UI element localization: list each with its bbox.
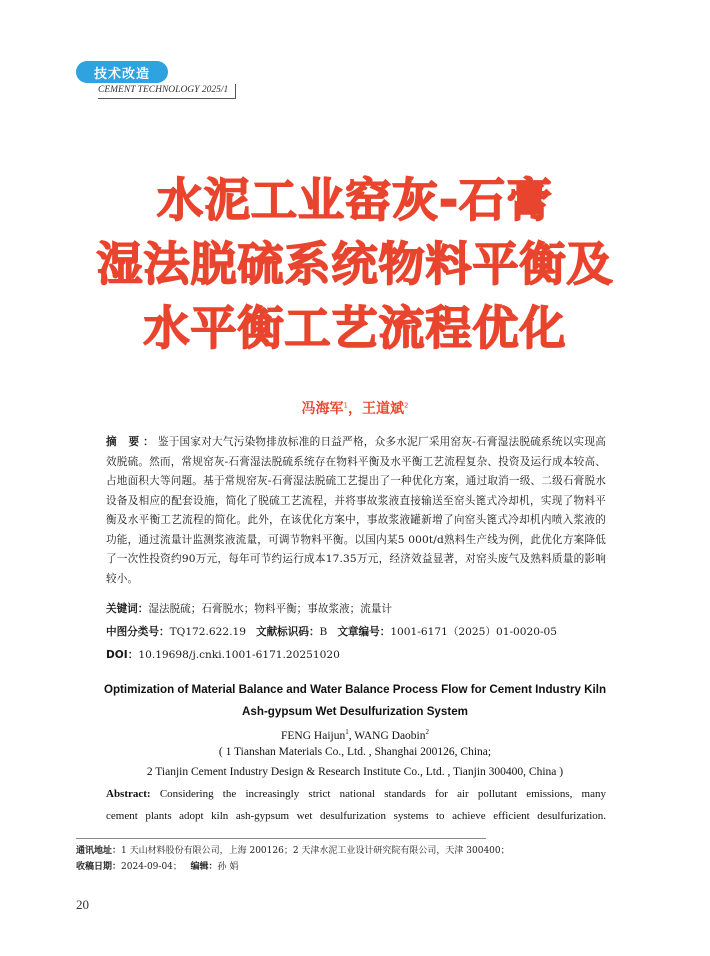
english-author-separator: , bbox=[348, 729, 355, 742]
clc-label: 中图分类号： bbox=[106, 626, 170, 638]
english-title-line-2: Ash-gypsum Wet Desulfurization System bbox=[242, 705, 468, 718]
english-abstract-line-2: cement plants adopt kiln ash-gypsum wet desulfurization systems to achieve efficient desulfurization. bbox=[106, 810, 606, 822]
classification-line bbox=[106, 623, 626, 642]
editor-label: 编辑： bbox=[190, 862, 218, 872]
author-separator: ， bbox=[348, 401, 362, 417]
keywords bbox=[106, 600, 626, 619]
english-affiliation-1: ( 1 Tianshan Materials Co., Ltd. , Shanghai 200126, China; bbox=[218, 746, 492, 758]
journal-tick bbox=[235, 84, 236, 99]
address-label: 通讯地址： bbox=[76, 846, 122, 856]
title-line-2: 湿法脱硫系统物料平衡及 bbox=[96, 237, 614, 291]
section-badge: 技术改造 bbox=[76, 61, 168, 83]
journal-name: CEMENT TECHNOLOGY 2025/1 bbox=[98, 85, 229, 95]
doi-label: DOI： bbox=[106, 649, 139, 661]
author-2: 王道斌 bbox=[362, 401, 404, 417]
keywords-label: 关键词： bbox=[106, 603, 149, 615]
title-line-1: 水泥工业窑灰-石膏 bbox=[156, 173, 554, 227]
journal-rule bbox=[98, 98, 236, 99]
english-author-2: WANG Daobin bbox=[354, 729, 426, 742]
title-line-3: 水平衡工艺流程优化 bbox=[143, 301, 567, 355]
abstract-label: 摘 要： bbox=[106, 436, 158, 448]
doi-line bbox=[106, 646, 626, 665]
article-number-label: 文章编号： bbox=[337, 626, 391, 638]
english-affiliation-2: 2 Tianjin Cement Industry Design & Research Institute Co., Ltd. , Tianjin 300400, China ) bbox=[146, 766, 564, 778]
english-title-line-1: Optimization of Material Balance and Water Balance Process Flow for Cement Industry Kiln bbox=[103, 683, 607, 696]
footnote-received bbox=[76, 860, 238, 875]
article-number-value: 1001-6171（2025）01-0020-05 bbox=[390, 626, 558, 638]
doi-value: 10.19698/j.cnki.1001-6171.20251020 bbox=[138, 649, 340, 661]
english-abstract bbox=[106, 783, 606, 827]
chinese-abstract bbox=[106, 433, 606, 589]
doc-code-label: 文献标识码： bbox=[255, 626, 320, 638]
english-author-2-affil: 2 bbox=[425, 728, 429, 736]
page-number: 20 bbox=[76, 897, 89, 912]
author-1: 冯海军 bbox=[301, 401, 344, 417]
footnote-rule bbox=[76, 838, 486, 839]
author-list bbox=[0, 398, 710, 418]
received-date: 2024-09-04； bbox=[121, 862, 182, 872]
author-2-affil: 2 bbox=[404, 401, 409, 410]
english-authors bbox=[0, 728, 710, 742]
english-abstract-label: Abstract: bbox=[106, 788, 151, 800]
received-label: 收稿日期： bbox=[76, 862, 122, 872]
doc-code-value: B bbox=[319, 626, 328, 638]
english-author-1: FENG Haijun bbox=[281, 729, 346, 742]
editor-name: 孙 娟 bbox=[217, 862, 239, 872]
keywords-text: 湿法脱硫；石膏脱水；物料平衡；事故浆液；流量计 bbox=[148, 603, 393, 615]
clc-value: TQ172.622.19 bbox=[169, 626, 246, 638]
english-author-1-affil: 1 bbox=[345, 728, 349, 736]
english-abstract-line-1: Considering the increasingly strict national standards for air pollutant emissions, many bbox=[150, 788, 606, 800]
address-text: 1 天山材料股份有限公司，上海 200126；2 天津水泥工业设计研究院有限公司，天津 300400； bbox=[121, 846, 510, 856]
footnote-address bbox=[76, 844, 510, 859]
abstract-text: 鉴于国家对大气污染物排放标准的日益严格，众多水泥厂采用窑灰-石膏湿法脱硫系统以实现高效脱硫。然而，常规窑灰-石膏湿法脱硫系统存在物料平衡及水平衡工艺流程复杂、投资及运行成本较高、占地面积大等问题。基于常规窑灰-石膏湿法脱硫工艺提出了一种优化方案，通过取消一级、二级石膏脱水设备及相应的配套设施，简化了脱硫工艺流程，并将事故浆液直接输送至窑头篦式冷却机，实现了物料平衡及水平衡工艺流程的简化。此外，在该优化方案中，事故浆液罐新增了向窑头篦式冷却机内喷入浆液的功能，通过流量计监测浆液流量，可调节物料平衡。以国内某5 000t/d熟料生产线为例，此优化方案降低了一次性投资约90万元，每年可节约运行成本17.35万元，经济效益显著，对窑头废气及熟料质量的影响较小。 bbox=[106, 436, 606, 585]
article-title bbox=[0, 168, 710, 360]
author-1-affil: 1 bbox=[343, 401, 348, 410]
